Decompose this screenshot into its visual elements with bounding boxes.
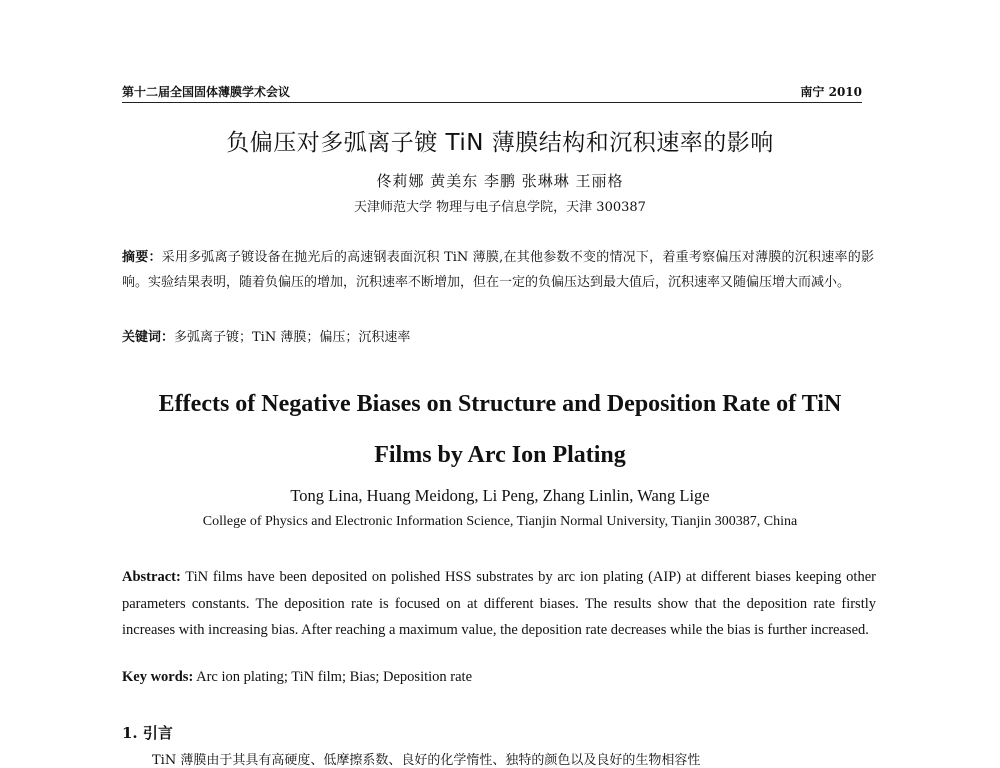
chinese-keywords <box>122 327 874 349</box>
chinese-keywords-label: 关键词： <box>122 330 175 345</box>
running-header <box>122 80 862 103</box>
chinese-keywords-text: 多弧离子镀；TiN 薄膜；偏压；沉积速率 <box>174 330 411 345</box>
english-keywords <box>122 669 876 686</box>
chinese-abstract <box>122 245 874 295</box>
chinese-abstract-text: 采用多弧离子镀设备在抛光后的高速钢表面沉积 TiN 薄膜,在其他参数不变的情况下，着重考察偏压对薄膜的沉积速率的影响。实验结果表明，随着负偏压的增加，沉积速率不断增加，但在一定的负偏压达到最大值后，沉积速率又随偏压增大而减小。 <box>122 250 874 290</box>
english-affiliation: College of Physics and Electronic Information Science, Tianjin Normal University, Tianjin 300387, China <box>202 514 798 529</box>
english-keywords-text: Arc ion plating; TiN film; Bias; Deposition rate <box>196 669 473 685</box>
introduction-first-line: TiN 薄膜由于其具有高硬度、低摩擦系数、良好的化学惰性、独特的颜色以及良好的生物相容性 <box>152 753 701 768</box>
english-title-line2: Films by Arc Ion Plating <box>374 442 626 468</box>
english-abstract <box>122 564 876 644</box>
english-title-line1: Effects of Negative Biases on Structure and Deposition Rate of TiN <box>158 391 842 417</box>
english-abstract-label: Abstract: <box>122 569 181 585</box>
chinese-title: 负偏压对多弧离子镀 TiN 薄膜结构和沉积速率的影响 <box>226 130 774 156</box>
english-keywords-label: Key words: <box>122 669 194 685</box>
section-heading-introduction: 1. 引言 <box>122 724 173 742</box>
chinese-abstract-label: 摘要： <box>122 250 162 265</box>
conference-name: 第十二届全国固体薄膜学术会议 <box>122 85 291 99</box>
chinese-affiliation: 天津师范大学 物理与电子信息学院，天津 300387 <box>354 200 646 215</box>
english-authors: Tong Lina, Huang Meidong, Li Peng, Zhang Linlin, Wang Lige <box>290 486 710 505</box>
english-abstract-text: TiN films have been deposited on polished HSS substrates by arc ion plating (AIP) at different biases keeping other parameters constants. The deposition rate is focused on at different biases. The results show that the deposition rate firstly increases with increasing bias. After reaching a maximum value, the deposition rate decreases while the bias is further increased. <box>122 569 876 638</box>
chinese-authors: 佟莉娜 黄美东 李鹏 张琳琳 王丽格 <box>376 172 624 190</box>
location-year: 南宁 2010 <box>800 85 862 99</box>
